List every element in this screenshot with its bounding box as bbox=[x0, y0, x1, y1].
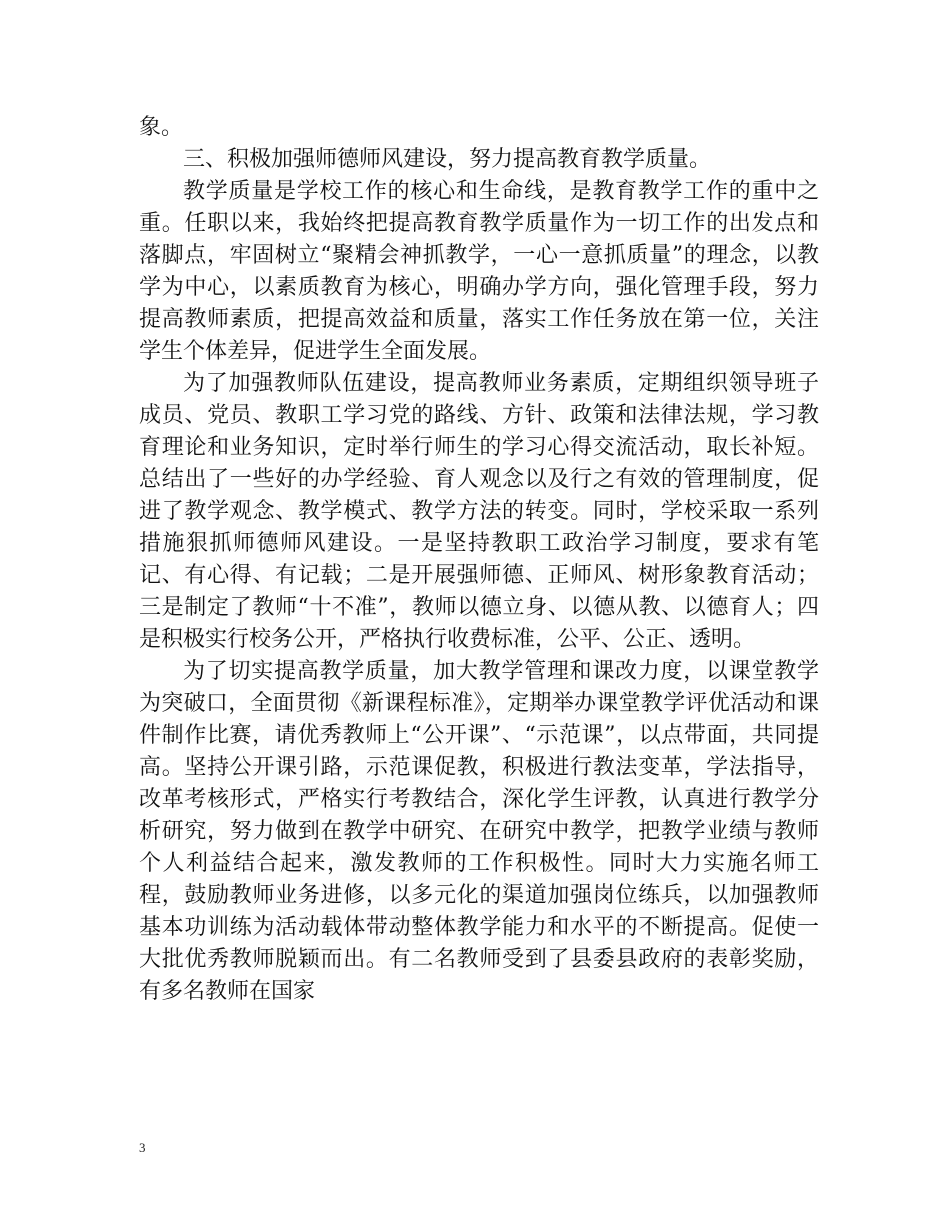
document-body bbox=[139, 112, 819, 1008]
paragraph-continuation: 象。 bbox=[139, 115, 184, 140]
section-heading: 三、积极加强师德师风建设，努力提高教育教学质量。 bbox=[183, 147, 712, 172]
paragraph: 为了切实提高教学质量，加大教学管理和课改力度，以课堂教学为突破口，全面贯彻《新课程标准》，定期举办课堂教学评优活动和课件制作比赛，请优秀教师上“公开课”、“示范课”，以点带面，共同提高。坚持公开课引路，示范课促教，积极进行教法变革，学法指导，改革考核形式，严格实行考教结合，深化学生评教，认真进行教学分析研究，努力做到在教学中研究、在研究中教学，把教学业绩与教师个人利益结合起来，激发教师的工作积极性。同时大力实施名师工程，鼓励教师业务进修，以多元化的渠道加强岗位练兵，以加强教师基本功训练为活动载体带动整体教学能力和水平的不断提高。促使一大批优秀教师脱颖而出。有二名教师受到了县委县政府的表彰奖励，有多名教师在国家 bbox=[139, 659, 819, 1004]
paragraph: 为了加强教师队伍建设，提高教师业务素质，定期组织领导班子成员、党员、教职工学习党的路线、方针、政策和法律法规，学习教育理论和业务知识，定时举行师生的学习心得交流活动，取长补短。总结出了一些好的办学经验、育人观念以及行之有效的管理制度，促进了教学观念、教学模式、教学方法的转变。同时，学校采取一系列措施狠抓师德师风建设。一是坚持教职工政治学习制度，要求有笔记、有心得、有记载；二是开展强师德、正师风、树形象教育活动；三是制定了教师“十不准”，教师以德立身、以德从教、以德育人；四是积极实行校务公开，严格执行收费标准，公平、公正、透明。 bbox=[139, 371, 819, 652]
paragraph: 教学质量是学校工作的核心和生命线，是教育教学工作的重中之重。任职以来，我始终把提高教育教学质量作为一切工作的出发点和落脚点，牢固树立“聚精会神抓教学，一心一意抓质量”的理念，以教学为中心，以素质教育为核心，明确办学方向，强化管理手段，努力提高教师素质，把提高效益和质量，落实工作任务放在第一位，关注学生个体差异，促进学生全面发展。 bbox=[139, 179, 819, 364]
page-number: 3 bbox=[139, 1140, 146, 1155]
